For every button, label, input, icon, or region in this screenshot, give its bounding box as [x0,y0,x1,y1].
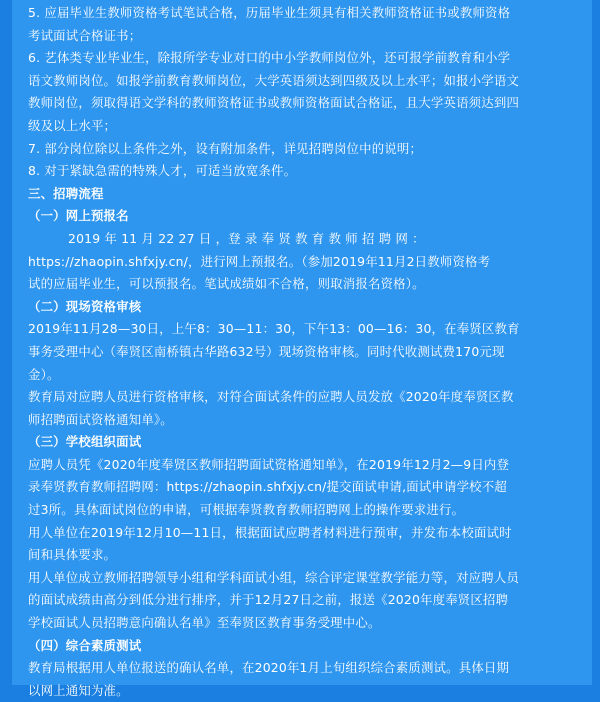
section-heading: （四）综合素质测试 [28,637,142,653]
article-text-line: 考试面试合格证书； [28,27,142,43]
article-text-line: 的面试成绩由高分到低分进行排序，并于12月27日之前，报送《2020年度奉贤区招聘 [28,592,509,608]
article-text-line: 6. 艺体类专业毕业生，除报所学专业对口的中小学教师岗位外，还可报学前教育和小学 [28,50,511,66]
article-text-line: 金）。 [28,366,60,382]
article-text-line: 级及以上水平； [28,117,117,133]
section-heading: （二）现场资格审核 [28,298,142,314]
article-text-line: 7. 部分岗位除以上条件之外，设有附加条件，详见招聘岗位中的说明； [28,140,423,156]
article-text-line: 用人单位在2019年12月10—11日，根据面试应聘者材料进行预审，并发布本校面试时 [28,524,512,540]
article-text-line: 2019 年 11 月 22 27 日 ，登 录 奉 贤 教 育 教 师 招 聘 网 ： [68,230,425,246]
article-text-line: 教育局对应聘人员进行资格审核，对符合面试条件的应聘人员发放《2020年度奉贤区教 [28,389,514,405]
article-text-line: 教师岗位，须取得语文学科的教师资格证书或教师资格面试合格证，且大学英语须达到四 [28,95,520,111]
section-heading: （三）学校组织面试 [28,434,142,450]
article-text-line: 录奉贤教育教师招聘网：https://zhaopin.shfxjy.cn/提交面试申请,面试申请学校不超 [28,479,507,495]
article-text-line: 应聘人员凭《2020年度奉贤区教师招聘面试资格通知单》，在2019年12月2—9日内登 [28,456,510,472]
article-text-line: 教育局根据用人单位报送的确认名单，在2020年1月上旬组织综合素质测试。具体日期 [28,660,510,676]
article-text-line: 2019年11月28—30日，上午8：30—11：30，下午13：00—16：30，在奉贤区教育 [28,321,520,337]
section-heading: （一）网上预报名 [28,208,129,224]
article-text-line: 8. 对于紧缺急需的特殊人才，可适当放宽条件。 [28,163,297,179]
article-text-line: 间和具体要求。 [28,547,117,563]
article-text-line: 用人单位成立教师招聘领导小组和学科面试小组，综合评定课堂教学能力等，对应聘人员 [28,569,520,585]
article-panel [12,0,592,698]
article-text-line: 事务受理中心（奉贤区南桥镇古华路632号）现场资格审核。同时代收测试费170元现 [28,343,505,359]
article-text-line: 过3所。具体面试岗位的申请，可根据奉贤教育教师招聘网上的操作要求进行。 [28,502,465,518]
article-text-line: 试的应届毕业生，可以预报名。笔试成绩如不合格，则取消报名资格）。 [28,276,425,292]
article-text-line: https://zhaopin.shfxjy.cn/，进行网上预报名。（参加2019年11月2日教师资格考 [28,253,491,269]
article-text-line: 以网上通知为准。 [28,682,129,698]
article-text-line: 师招聘面试资格通知单》。 [28,411,173,427]
article-text-line: 5. 应届毕业生教师资格考试笔试合格，历届毕业生须具有相关教师资格证书或教师资格 [28,5,511,20]
article-text-line: 学校面试人员招聘意向确认名单》至奉贤区教育事务受理中心。 [28,615,381,631]
section-heading: 三、招聘流程 [28,185,104,201]
article-text-line: 语文教师岗位。如报学前教育教师岗位，大学英语须达到四级及以上水平；如报小学语文 [28,72,520,88]
